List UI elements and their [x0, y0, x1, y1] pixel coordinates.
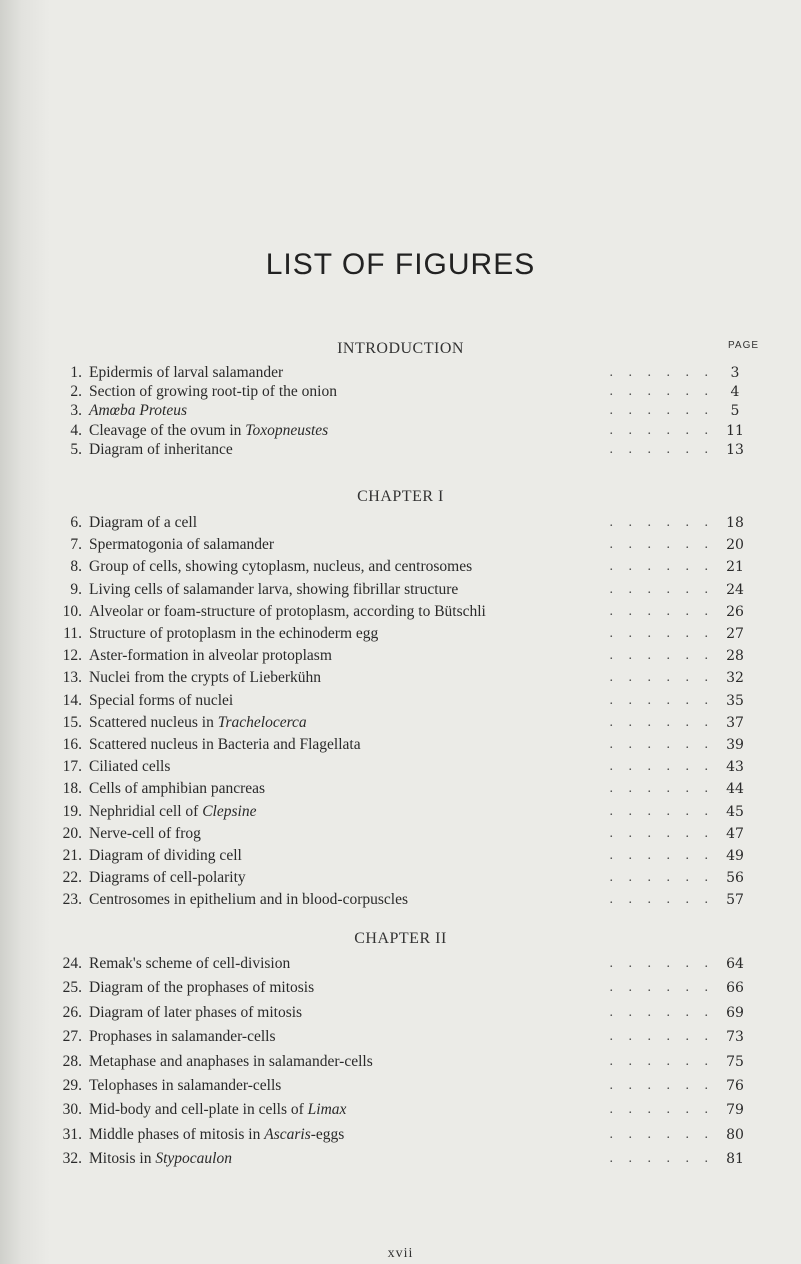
- page-number: 11: [726, 422, 744, 439]
- figure-entry: [60, 601, 750, 623]
- figure-caption: Epidermis of larval salamander: [89, 364, 284, 381]
- figure-caption: Metaphase and anaphases in salamander-cells: [89, 1052, 373, 1070]
- figure-caption: Group of cells, showing cytoplasm, nucleus, and centrosomes: [89, 558, 473, 576]
- leader-dots: . . . . . .: [609, 781, 714, 797]
- figure-caption: Ciliated cells: [89, 758, 171, 776]
- page-number: 75: [726, 1053, 744, 1070]
- figure-number: 24.: [62, 955, 82, 972]
- figure-number: 30.: [62, 1101, 82, 1119]
- figure-entry: [60, 977, 750, 999]
- figure-entry: [60, 556, 750, 578]
- leader-dots: . . . . . .: [609, 848, 714, 863]
- figure-number: 4.: [70, 421, 82, 439]
- figure-number: 16.: [62, 736, 82, 753]
- figure-number: 5.: [70, 440, 82, 458]
- figure-number: 6.: [70, 514, 82, 531]
- leader-dots: . . . . . .: [609, 759, 714, 775]
- page-number: 35: [726, 692, 744, 709]
- figure-caption: Telophases in salamander-cells: [89, 1077, 282, 1094]
- figure-entry: [60, 645, 750, 667]
- figure-caption: Diagram of later phases of mitosis: [89, 1003, 303, 1021]
- figure-number: 29.: [62, 1077, 82, 1094]
- figure-entry: [60, 756, 750, 778]
- figure-number: 1.: [70, 364, 82, 381]
- figure-number: 32.: [62, 1150, 82, 1168]
- page-number: 66: [726, 980, 744, 997]
- figure-entry: [60, 801, 750, 823]
- page-number: 27: [726, 626, 744, 642]
- figure-number: 14.: [62, 691, 82, 709]
- page-number: 3: [730, 365, 740, 381]
- page-number: 44: [726, 781, 744, 798]
- figure-number: 10.: [62, 602, 82, 620]
- section-heading-chapter-1: CHAPTER I: [357, 488, 444, 505]
- figure-number: 3.: [70, 402, 82, 420]
- figure-caption: Scattered nucleus in Trachelocerca: [89, 713, 307, 731]
- page-number: 37: [726, 714, 744, 731]
- figure-caption: Section of growing root-tip of the onion: [89, 383, 337, 401]
- figure-caption: Spermatogonia of salamander: [89, 536, 275, 554]
- leader-dots: . . . . . .: [609, 559, 714, 575]
- page-number: 76: [726, 1078, 744, 1094]
- figure-caption: Cleavage of the ovum in Toxopneustes: [89, 421, 329, 439]
- figure-entry: [60, 778, 750, 800]
- figure-caption: Mid-body and cell-plate in cells of Limax: [89, 1101, 347, 1119]
- page-number: 47: [726, 825, 744, 842]
- figure-caption: Diagram of the prophases of mitosis: [89, 979, 315, 997]
- figure-caption: Amœba Proteus: [89, 402, 188, 420]
- page-number: 28: [726, 648, 744, 665]
- figure-entry: [60, 867, 750, 889]
- leader-dots: . . . . . .: [609, 603, 714, 619]
- figure-number: 20.: [62, 824, 82, 842]
- page-number: 32: [726, 670, 744, 687]
- figure-caption: Diagram of inheritance: [89, 440, 233, 458]
- figure-entry: [60, 1051, 750, 1073]
- figure-entry: [60, 439, 750, 461]
- leader-dots: . . . . . .: [609, 1151, 714, 1167]
- section-heading-introduction: INTRODUCTION: [337, 340, 464, 357]
- figure-entry: [60, 712, 750, 734]
- leader-dots: . . . . . .: [609, 365, 714, 380]
- page-number: 43: [726, 759, 744, 776]
- page-number: 73: [726, 1029, 744, 1046]
- figure-number: 12.: [62, 647, 82, 665]
- figure-caption: Diagram of dividing cell: [89, 847, 242, 864]
- figure-caption: Alveolar or foam-structure of protoplasm, according to Bütschli: [89, 602, 486, 620]
- page-number: 39: [726, 737, 744, 753]
- page-number: 20: [726, 537, 744, 554]
- leader-dots: . . . . . .: [609, 980, 714, 996]
- figure-number: 15.: [62, 713, 82, 731]
- page-number: 24: [726, 581, 744, 598]
- page-number: 64: [726, 956, 744, 972]
- figure-caption: Prophases in salamander-cells: [89, 1028, 276, 1046]
- figure-entry: [60, 1002, 750, 1024]
- figure-caption: Living cells of salamander larva, showing fibrillar structure: [89, 580, 459, 598]
- figure-caption: Mitosis in Stypocaulon: [89, 1150, 232, 1168]
- figure-number: 18.: [62, 780, 82, 798]
- leader-dots: . . . . . .: [609, 403, 714, 419]
- page-number: 80: [726, 1126, 744, 1143]
- leader-dots: . . . . . .: [609, 1053, 714, 1069]
- figure-entry: [60, 1026, 750, 1048]
- page-number: 45: [726, 803, 744, 820]
- page-number: 21: [726, 559, 744, 576]
- figure-number: 13.: [62, 669, 82, 687]
- figure-entry: [60, 579, 750, 601]
- figure-entry: [60, 845, 750, 867]
- leader-dots: . . . . . .: [609, 892, 714, 908]
- figure-caption: Centrosomes in epithelium and in blood-corpuscles: [89, 891, 408, 909]
- page-number: 81: [726, 1151, 744, 1168]
- figure-number: 28.: [62, 1052, 82, 1070]
- page-column-label: PAGE: [728, 340, 760, 351]
- figure-number: 19.: [62, 802, 82, 820]
- page-number: 56: [726, 870, 744, 887]
- page-number: 13: [726, 441, 744, 458]
- figure-caption: Nuclei from the crypts of Lieberkühn: [89, 669, 321, 687]
- figure-number: 7.: [70, 536, 82, 554]
- figure-caption: Diagram of a cell: [89, 514, 198, 531]
- page-number: 79: [726, 1102, 744, 1119]
- figure-entry: [60, 512, 750, 534]
- figure-caption: Nerve-cell of frog: [89, 824, 201, 842]
- leader-dots: . . . . . .: [609, 1102, 714, 1118]
- figure-entry: [60, 1075, 750, 1097]
- leader-dots: . . . . . .: [609, 626, 714, 641]
- figure-number: 25.: [62, 979, 82, 997]
- figure-caption: Cells of amphibian pancreas: [89, 780, 266, 798]
- page-number: 18: [726, 515, 744, 531]
- figure-number: 26.: [62, 1003, 82, 1021]
- figure-entry: [60, 667, 750, 689]
- leader-dots: . . . . . .: [609, 384, 714, 400]
- figure-caption: Scattered nucleus in Bacteria and Flagellata: [89, 736, 361, 753]
- figure-caption: Middle phases of mitosis in Ascaris-eggs: [89, 1125, 345, 1143]
- figure-entry: [60, 623, 750, 645]
- page-number: 5: [730, 403, 740, 420]
- leader-dots: . . . . . .: [609, 692, 714, 708]
- page-number-footer: xvii: [387, 1246, 414, 1261]
- figure-entry: [60, 734, 750, 756]
- figure-entry: [60, 953, 750, 975]
- leader-dots: . . . . . .: [609, 737, 714, 752]
- leader-dots: . . . . . .: [609, 714, 714, 730]
- figure-entry: [60, 889, 750, 911]
- figure-caption: Structure of protoplasm in the echinoderm egg: [89, 625, 379, 642]
- figure-number: 21.: [62, 847, 82, 864]
- page-number: 69: [726, 1004, 744, 1021]
- figure-entry: [60, 690, 750, 712]
- leader-dots: . . . . . .: [609, 1078, 714, 1093]
- figure-entry: [60, 1148, 750, 1170]
- page-number: 49: [726, 848, 744, 864]
- figure-number: 9.: [70, 580, 82, 598]
- figure-caption: Remak's scheme of cell-division: [89, 955, 291, 972]
- figure-caption: Special forms of nuclei: [89, 691, 234, 709]
- leader-dots: . . . . . .: [609, 956, 714, 971]
- figure-entry: [60, 1099, 750, 1121]
- figure-number: 27.: [62, 1028, 82, 1046]
- leader-dots: . . . . . .: [609, 537, 714, 553]
- leader-dots: . . . . . .: [609, 1126, 714, 1142]
- figure-number: 11.: [63, 625, 82, 642]
- figure-caption: Aster-formation in alveolar protoplasm: [89, 647, 332, 665]
- page-number: 4: [730, 384, 740, 401]
- figure-entry: [60, 823, 750, 845]
- leader-dots: . . . . . .: [609, 441, 714, 457]
- figure-entry: [60, 1124, 750, 1146]
- page-number: 57: [726, 892, 744, 909]
- figure-caption: Nephridial cell of Clepsine: [89, 802, 257, 820]
- leader-dots: . . . . . .: [609, 422, 714, 438]
- leader-dots: . . . . . .: [609, 648, 714, 664]
- figure-caption: Diagrams of cell-polarity: [89, 869, 246, 887]
- leader-dots: . . . . . .: [609, 870, 714, 886]
- figure-number: 23.: [62, 891, 82, 909]
- section-heading-chapter-2: CHAPTER II: [354, 930, 447, 947]
- figure-number: 2.: [70, 383, 82, 401]
- leader-dots: . . . . . .: [609, 825, 714, 841]
- figure-number: 8.: [70, 558, 82, 576]
- leader-dots: . . . . . .: [609, 1029, 714, 1045]
- leader-dots: . . . . . .: [609, 581, 714, 597]
- figure-number: 22.: [62, 869, 82, 887]
- figure-number: 17.: [62, 758, 82, 776]
- leader-dots: . . . . . .: [609, 670, 714, 686]
- figure-number: 31.: [62, 1125, 82, 1143]
- leader-dots: . . . . . .: [609, 515, 714, 530]
- leader-dots: . . . . . .: [609, 803, 714, 819]
- page-number: 26: [726, 603, 744, 620]
- figure-entry: [60, 534, 750, 556]
- leader-dots: . . . . . .: [609, 1004, 714, 1020]
- page-title: LIST OF FIGURES: [265, 248, 536, 281]
